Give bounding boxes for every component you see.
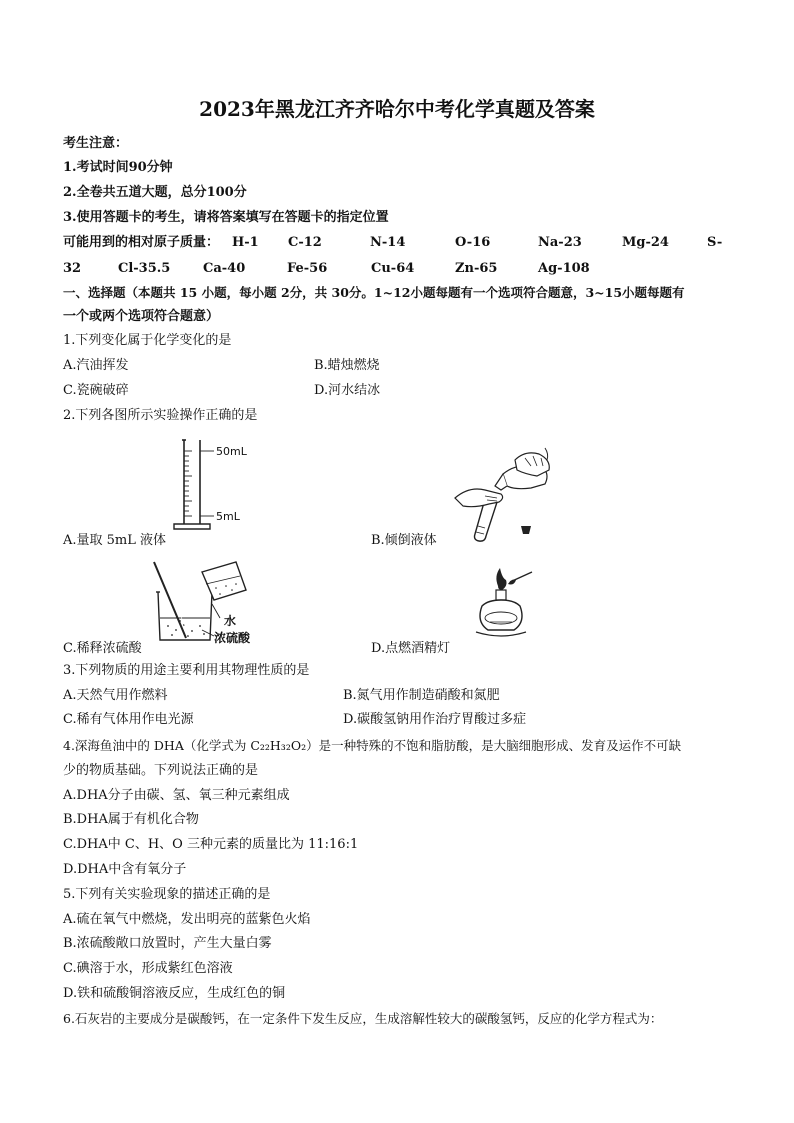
notice-heading: 考生注意：: [63, 136, 129, 151]
question-stem: 6.石灰岩的主要成分是碳酸钙，在一定条件下发生反应，生成溶解性较大的碳酸氢钙，反应的化学方程式为：: [63, 1011, 663, 1026]
option-c: C.碘溶于水，形成紫红色溶液: [63, 961, 233, 976]
question-stem: 4.深海鱼油中的 DHA（化学式为 C₂₂H₃₂O₂）是一种特殊的不饱和脂肪酸，是大脑细胞形成、发育及运作不可缺: [63, 738, 682, 753]
option-d: D.河水结冰: [314, 383, 381, 398]
question-stem: 2.下列各图所示实验操作正确的是: [63, 408, 258, 423]
atomic-mass-item: Cl-35.5: [118, 261, 171, 276]
option-a: A.DHA分子由碳、氢、氧三种元素组成: [63, 788, 290, 803]
option-d: D.DHA中含有氧分子: [63, 862, 187, 877]
question-stem-cont: 少的物质基础。下列说法正确的是: [63, 763, 259, 778]
option-b: B.倾倒液体: [371, 533, 437, 548]
atomic-mass-item: Fe-56: [287, 261, 328, 276]
atomic-mass-item: Mg-24: [622, 235, 669, 250]
atomic-mass-item: S-: [707, 235, 723, 250]
option-c: C.DHA中 C、H、O 三种元素的质量比为 11:16:1: [63, 837, 359, 852]
question-stem: 5.下列有关实验现象的描述正确的是: [63, 887, 271, 902]
notice-item: 3.使用答题卡的考生，请将答案填写在答题卡的指定位置: [63, 210, 389, 225]
section-heading: 一、选择题（本题共 15 小题，每小题 2分，共 30分。1~12小题每题有一个选项符合题意，3~15小题每题有: [63, 285, 685, 300]
option-a: A.硫在氧气中燃烧，发出明亮的蓝紫色火焰: [63, 912, 311, 927]
atomic-mass-item: Zn-65: [455, 261, 498, 276]
scale-label-5ml: 5mL: [216, 510, 240, 523]
option-d: D.碳酸氢钠用作治疗胃酸过多症: [343, 712, 527, 727]
atomic-mass-item: H-1: [232, 235, 259, 250]
atomic-mass-item: 32: [63, 261, 82, 276]
atomic-mass-item: Ag-108: [538, 261, 590, 276]
option-b: B.浓硫酸敞口放置时，产生大量白雾: [63, 936, 272, 951]
option-d: D.铁和硫酸铜溶液反应，生成红色的铜: [63, 986, 286, 1001]
diluting-acid-figure: [150, 560, 260, 645]
question-stem: 3.下列物质的用途主要利用其物理性质的是: [63, 663, 310, 678]
atomic-mass-item: C-12: [288, 235, 322, 250]
atomic-mass-item: O-16: [455, 235, 491, 250]
notice-item: 1.考试时间90分钟: [63, 160, 173, 175]
scale-label-50ml: 50mL: [216, 445, 247, 458]
acid-label: 浓硫酸: [214, 631, 251, 645]
atomic-mass-item: Ca-40: [203, 261, 246, 276]
section-heading-cont: 一个或两个选项符合题意）: [63, 309, 220, 324]
graduated-cylinder-figure: [170, 436, 250, 534]
atomic-mass-item: N-14: [370, 235, 406, 250]
option-c: C.稀释浓硫酸: [63, 641, 142, 656]
alcohol-lamp-figure: [468, 566, 538, 640]
atomic-mass-item: Na-23: [538, 235, 582, 250]
option-c: C.稀有气体用作电光源: [63, 712, 194, 727]
atomic-mass-item: Cu-64: [371, 261, 415, 276]
option-b: B.蜡烛燃烧: [314, 358, 380, 373]
water-label: 水: [224, 614, 237, 628]
pouring-liquid-figure: [445, 446, 555, 542]
option-a: A.天然气用作燃料: [63, 688, 168, 703]
option-d: D.点燃酒精灯: [371, 641, 451, 656]
notice-item: 2.全卷共五道大题，总分100分: [63, 185, 247, 200]
option-a: A.汽油挥发: [63, 358, 129, 373]
page-title: 2023年黑龙江齐齐哈尔中考化学真题及答案: [199, 97, 595, 121]
option-b: B.氮气用作制造硝酸和氮肥: [343, 688, 500, 703]
option-b: B.DHA属于有机化合物: [63, 812, 199, 827]
question-stem: 1.下列变化属于化学变化的是: [63, 333, 232, 348]
option-a: A.量取 5mL 液体: [63, 533, 167, 548]
option-c: C.瓷碗破碎: [63, 383, 129, 398]
atomic-mass-label: 可能用到的相对原子质量：: [63, 235, 220, 250]
